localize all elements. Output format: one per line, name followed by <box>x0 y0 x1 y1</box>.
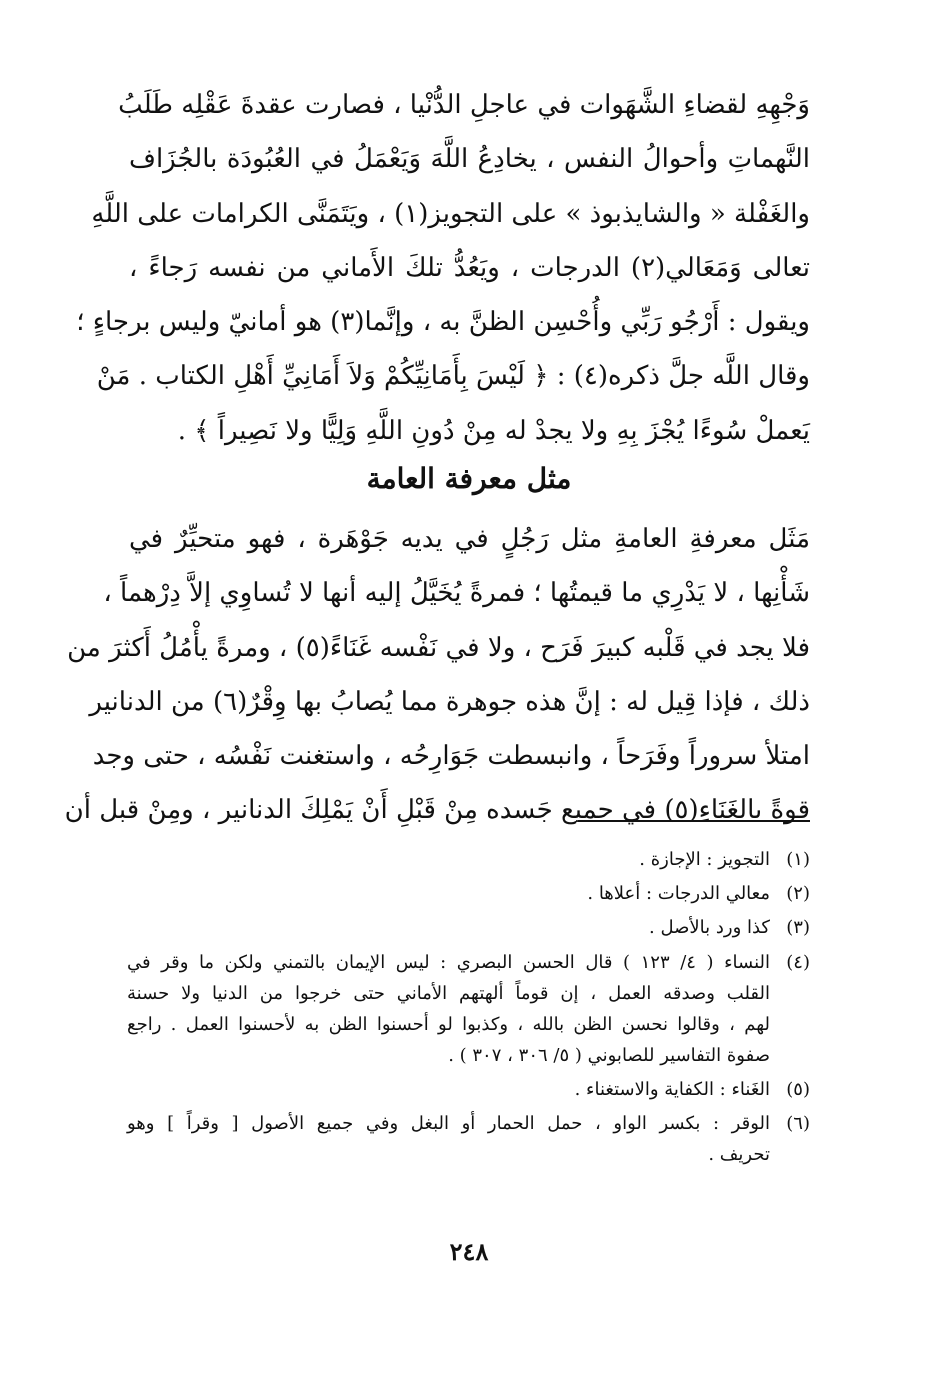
body-text-top <box>76 78 810 458</box>
page-number: ٢٤٨ <box>449 1237 489 1266</box>
text-line: فلا يجد في قَلْبه كبيرَ فَرَح ، ولا في نَفْسه غَنَاءً(٥) ، ومرةً يأْمُلُ أَكثرَ من <box>67 632 810 663</box>
section-heading: مثل معرفة العامة <box>366 462 572 495</box>
footnote <box>127 912 810 943</box>
footnote-text: صفوة التفاسير للصابوني ( ٥/ ٣٠٦ ، ٣٠٧ ) . <box>448 1044 770 1066</box>
footnote <box>127 947 810 1071</box>
text-line: ذلك ، فإذا قِيل له : إنَّ هذه جوهرة مما يُصابُ بها وِقْرٌ(٦) من الدنانير <box>89 686 810 717</box>
footnotes <box>127 844 810 1173</box>
footnote-number: (١) <box>786 849 810 870</box>
text-line: تعالى وَمَعَالي(٢) الدرجات ، ويَعُدُّ تلكَ الأَماني من نفسه رَجاءً ، <box>129 252 810 283</box>
text-line: يَعملْ سُوءًا يُجْزَ بِهِ ولا يجدْ له مِنْ دُونِ اللَّهِ وَلِيًّا ولا نَصِيراً ﴾ . <box>177 415 810 446</box>
footnote-text: معالي الدرجات : أعلاها . <box>587 883 770 905</box>
text-line: والغَفْلة « والشايذبوذ » على التجويز(١) ، ويَتَمَنَّى الكرامات على اللَّهِ <box>91 198 810 229</box>
text-line: ويقول : أَرْجُو رَبِّي وأُحْسِن الظنَّ به ، وإنَّما(٣) هو أمانيّ وليس برجاءٍ ؛ <box>76 307 810 338</box>
footnote <box>127 1108 810 1170</box>
footnote-number: (٣) <box>786 917 810 939</box>
footnote-text: النساء ( ٤/ ١٢٣ ) قال الحسن البصري : ليس الإيمان بالتمني ولكن ما وقر في <box>127 951 770 973</box>
footnote-text: الوقر : بكسر الواو ، حمل الحمار أو البغل وفي جميع الأصول [ وقراً ] وهو <box>127 1112 770 1134</box>
footnote <box>127 878 810 909</box>
text-line: مَثَل معرفةِ العامةِ مثل رَجُلٍ في يديه جَوْهَرة ، فهو متحيِّرٌ في <box>129 524 810 554</box>
footnote <box>127 1074 810 1105</box>
text-line: وقال اللَّه جلَّ ذكره(٤) : ﴿ لَيْسَ بِأَمَانِيِّكُمْ وَلاَ أَمَانِيِّ أَهْلِ الكتاب . مَنْ <box>96 361 810 392</box>
footnote-text: التجويز : الإجازة . <box>639 849 770 870</box>
footnote-number: (٢) <box>786 883 810 905</box>
text-line: قوةً بالغَنَاءِ(٥) في جميع جَسده مِنْ قَبْلِ أَنْ يَمْلِكَ الدنانير ، ومِنْ قبل أن <box>64 795 810 826</box>
footnote-text: تحريف . <box>708 1143 770 1165</box>
footnote <box>127 844 810 875</box>
footnote-text: كذا ورد بالأصل . <box>649 917 770 939</box>
footnote-text: لهم ، وقالوا نحسن الظن بالله ، وكذبوا لو أحسنوا الظن به لأحسنوا العمل . راجع <box>127 1013 770 1035</box>
text-line: شَأْنِها ، لا يَدْرِي ما قيمتُها ؛ فمرةً يُخَيَّلُ إليه أنها لا تُساوِي إلاَّ دِرْهماً ، <box>103 578 810 609</box>
footnote-text: الغَناء : الكفاية والاستغناء . <box>574 1078 770 1100</box>
footnote-separator <box>578 820 810 822</box>
footnote-number: (٦) <box>786 1112 810 1134</box>
text-line: وَجْهِهِ لقضاءِ الشَّهَوات في عاجلِ الدُّنْيا ، فصارت عقدةَ عَقْلِه طَلَبُ <box>118 90 810 120</box>
footnote-number: (٤) <box>786 951 810 973</box>
text-line: امتلأ سروراً وفَرَحاً ، وانبسطت جَوَارِحُه ، واستغنت نَفْسُه ، حتى وجد <box>92 741 810 772</box>
footnote-text: القلب وصدقه العمل ، إن قوماً ألهتهم الأماني حتى خرجوا من الدنيا ولا حسنة <box>127 982 770 1004</box>
body-text-bottom <box>64 512 810 838</box>
text-line: النَّهماتِ وأحوالُ النفس ، يخادِعُ اللَّهَ وَيَعْمَلُ في العُبُودَة بالجُزَاف <box>129 144 810 175</box>
footnote-number: (٥) <box>786 1078 810 1100</box>
